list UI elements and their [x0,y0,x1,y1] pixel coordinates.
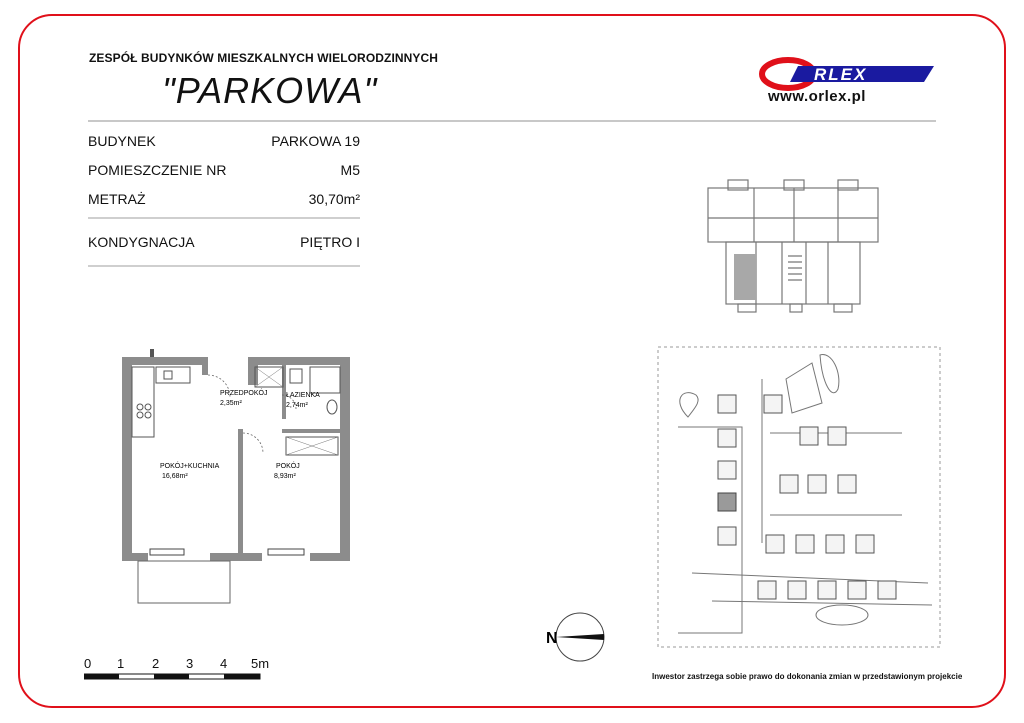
highlighted-building [718,493,736,511]
disclaimer-note: Inwestor zastrzega sobie prawo do dokonania zmian w przedstawionym projekcie [652,672,963,681]
scale-label-5: 5m [251,656,270,671]
room-label-lazienka: ŁAZIENKA [286,392,320,399]
room-area-pokoj-kuchnia: 16,68m² [162,473,188,480]
scale-label-0: 0 [84,656,92,671]
scale-label-3: 3 [186,656,194,671]
kondygnacja-label: KONDYGNACJA [88,234,195,250]
budynek-label: BUDYNEK [88,133,156,149]
compass-letter: N [546,630,558,647]
header-divider [88,120,936,122]
scale-label-4: 4 [220,656,228,671]
site-plan [652,343,946,653]
svg-text:RLEX: RLEX [814,65,868,84]
info-divider [88,217,360,219]
room-area-lazienka: 2,74m² [286,402,308,409]
scale-bar [84,672,264,682]
apartment-floor-plan [110,345,360,610]
room-area-pokoj: 8,93m² [274,473,296,480]
info-divider-bottom [88,265,360,267]
project-subtitle: ZESPÓŁ BUDYNKÓW MIESZKALNYCH WIELORODZINNYCH [89,51,439,65]
pomieszczenie-label: POMIESZCZENIE NR [88,162,227,178]
north-compass [544,610,610,666]
building-key-plan [698,174,888,319]
scale-label-2: 2 [152,656,160,671]
metraz-value: 30,70m² [308,191,360,207]
room-label-pokoj-kuchnia: POKÓJ+KUCHNIA [160,463,220,470]
pomieszczenie-value: M5 [340,162,360,178]
project-title: "PARKOWA" [162,70,378,111]
room-label-przedpokoj: PRZEDPOKÓJ [220,390,268,397]
highlighted-apartment [734,254,756,300]
metraz-label: METRAŻ [88,191,146,207]
website-url: www.orlex.pl [768,88,866,105]
kondygnacja-value: PIĘTRO I [300,234,360,250]
budynek-value: PARKOWA 19 [271,133,360,149]
scale-label-1: 1 [117,656,125,671]
room-label-pokoj: POKÓJ [276,463,300,470]
room-area-przedpokoj: 2,35m² [220,400,242,407]
